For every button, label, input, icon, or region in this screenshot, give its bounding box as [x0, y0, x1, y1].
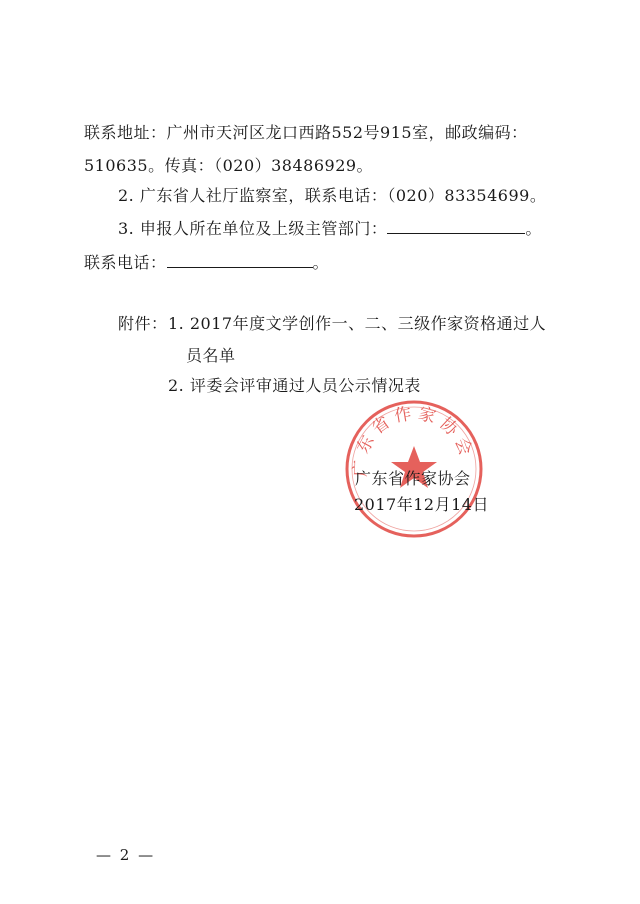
contact-item-3-label: 3. 申报人所在单位及上级主管部门： [118, 219, 388, 238]
attachment-item-1: 1. 2017年度文学创作一、二、三级作家资格通过人 [168, 314, 547, 333]
page-number: — 2 — [96, 846, 156, 864]
department-blank [387, 219, 525, 234]
contact-phone-end: 。 [312, 253, 330, 272]
contact-item-2: 2. 广东省人社厅监察室，联系电话：（020）83354699。 [118, 186, 547, 205]
signature-org: 广东省作家协会 [355, 469, 471, 488]
attachments-label: 附件： [118, 314, 168, 333]
address-line-2: 510635。传真：（020）38486929。 [84, 156, 374, 175]
contact-phone-line [84, 252, 329, 274]
contact-item-3 [118, 218, 542, 240]
seal-text: 广东省作家协会 [350, 403, 477, 478]
address-line-1: 联系地址：广州市天河区龙口西路552号915室，邮政编码： [84, 123, 528, 142]
contact-item-3-end: 。 [525, 219, 542, 238]
attachment-item-2: 2. 评委会评审通过人员公示情况表 [168, 376, 421, 395]
contact-phone-label: 联系电话： [84, 253, 167, 272]
signature-date: 2017年12月14日 [354, 495, 489, 514]
attachment-item-1-cont: 员名单 [186, 346, 236, 365]
phone-blank [167, 253, 313, 268]
